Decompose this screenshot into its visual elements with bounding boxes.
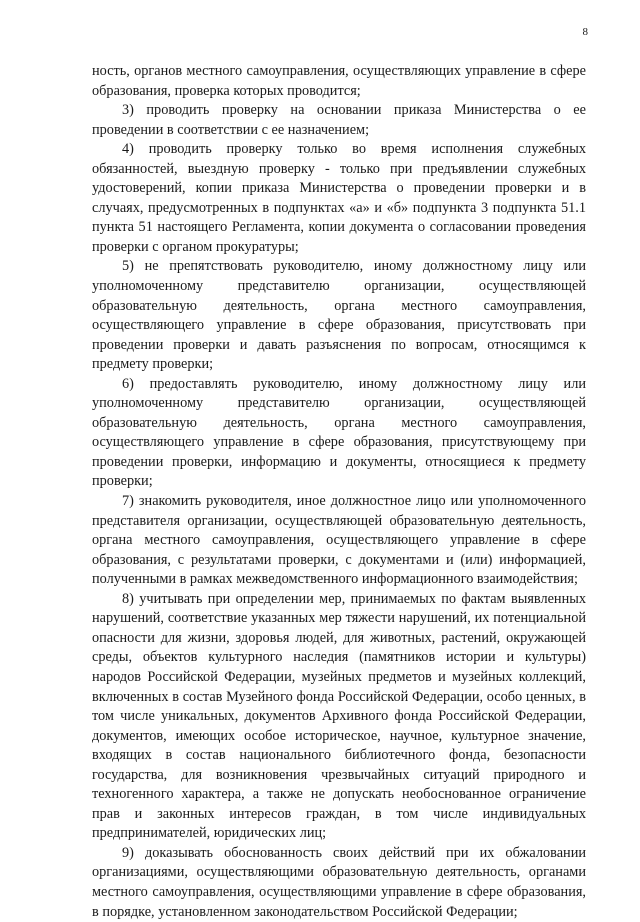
paragraph-item-6: 6) предоставлять руководителю, иному должностному лицу или уполномоченному представителю организации, осуществляющей образовательную деятельность, органа местного самоуправления, осуществляющего управление в сфере образования, присутствующему при проведении проверки, информацию и документы, относящиеся к предмету проверки; xyxy=(92,375,586,490)
document-body xyxy=(92,62,586,922)
paragraph-item-8: 8) учитывать при определении мер, принимаемых по фактам выявленных нарушений, соответствие указанных мер тяжести нарушений, их потенциальной опасности для жизни, здоровья людей, для животных, растений, окружающей среды, объектов культурного наследия (памятников истории и культуры) народов Российской Федерации, музейных предметов и музейных коллекций, включенных в состав Музейного фонда Российской Федерации, особо ценных, в том числе уникальных, документов Архивного фонда Российской Федерации, документов, имеющих особое историческое, научное, культурное значение, входящих в состав национального библиотечного фонда, безопасности государства, для возникновения чрезвычайных ситуаций природного и техногенного характера, а также не допускать необоснованное ограничение прав и законных интересов граждан, в том числе индивидуальных предпринимателей, юридических лиц; xyxy=(92,590,586,842)
paragraph-item-9: 9) доказывать обоснованность своих действий при их обжаловании организациями, осуществляющими образовательную деятельность, органами местного самоуправления, осуществляющими управление в сфере образования, в порядке, установленном законодательством Российской Федерации; xyxy=(92,844,586,920)
paragraph-item-4: 4) проводить проверку только во время исполнения служебных обязанностей, выездную проверку - только при предъявлении служебных удостоверений, копии приказа Министерства о проведении проверки и в случаях, предусмотренных в подпунктах «а» и «б» подпункта 3 подпункта 51.1 пункта 51 настоящего Регламента, копии документа о согласовании проведения проверки с органом прокуратуры; xyxy=(92,141,586,255)
paragraph-continuation: ность, органов местного самоуправления, осуществляющих управление в сфере образования, проверка которых проводится; xyxy=(92,63,586,99)
paragraph-item-3: 3) проводить проверку на основании приказа Министерства о ее проведении в соответствии с ее назначением; xyxy=(92,102,586,138)
page-number: 8 xyxy=(582,26,588,38)
paragraph-item-7: 7) знакомить руководителя, иное должностное лицо или уполномоченного представителя организации, осуществляющей образовательную деятельность, органа местного самоуправления, осуществляющего управление в сфере образования, с результатами проверки, с документами и (или) информацией, полученными в рамках межведомственного информационного взаимодействия; xyxy=(92,493,586,588)
paragraph-item-5: 5) не препятствовать руководителю, иному должностному лицу или уполномоченному представителю организации, осуществляющей образовательную деятельность, органа местного самоуправления, осуществляющего управление в сфере образования, присутствовать при проведении проверки и давать разъяснения по вопросам, относящимся к предмету проверки; xyxy=(92,258,586,373)
